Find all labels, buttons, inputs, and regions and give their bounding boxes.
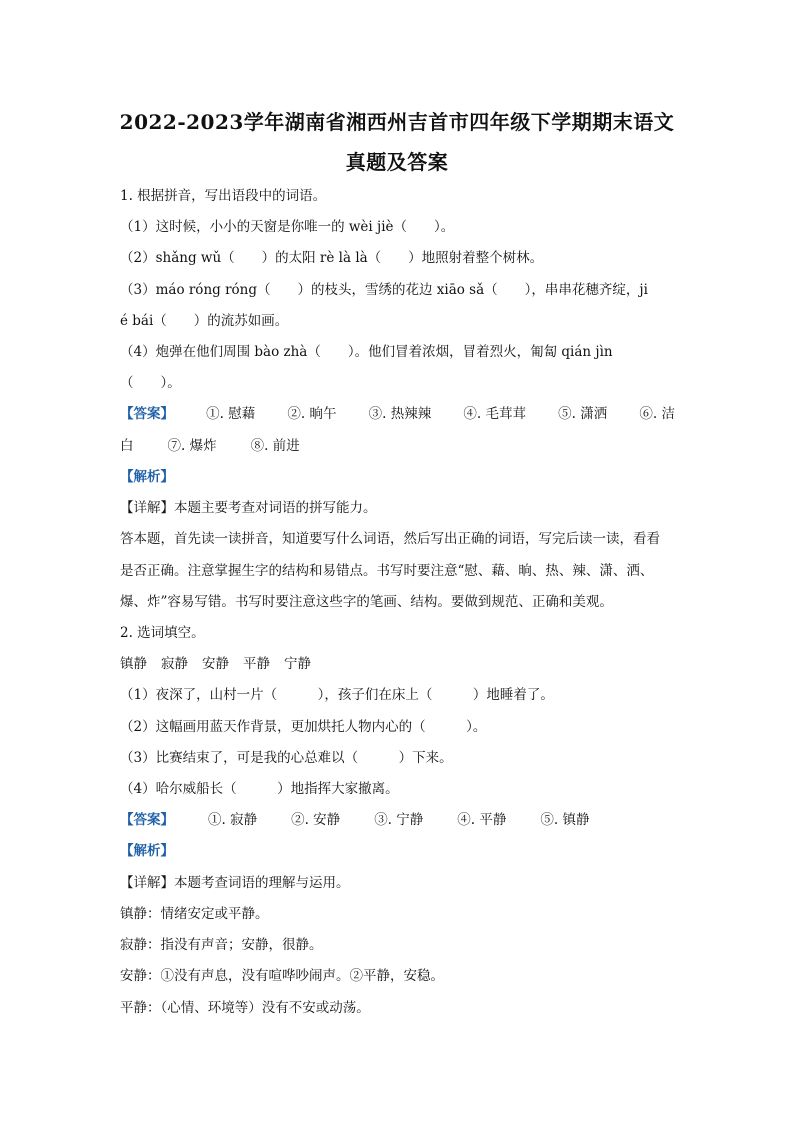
answer-item: ⑧. 前进 [250, 438, 300, 454]
q1-detail [120, 499, 377, 517]
q1-explain-line-3: 爆、炸”容易写错。书写时要注意这些字的笔画、结构。要做到规范、正确和美观。 [120, 594, 613, 610]
answer-item: ②. 晌午 [287, 406, 337, 422]
answer-item: 白 [120, 438, 134, 454]
q2-answer-row [120, 811, 589, 829]
q2-word-bank [120, 655, 311, 673]
answer-item: ⑦. 爆炸 [167, 438, 217, 454]
q1-stem: 1. 根据拼音，写出语段中的词语。 [120, 188, 327, 204]
q2-line-1: （1）夜深了，山村一片（ ），孩子们在床上（ ）地睡着了。 [120, 687, 554, 703]
q1-line-6: （ ）。 [120, 375, 181, 391]
q1-line-2: （2）shǎng wǔ（ ）的太阳 rè là là（ ）地照射着整个树林。 [120, 250, 544, 266]
detail-label: 【详解】 [120, 500, 174, 516]
q2-definition-2: 寂静：指没有声音；安静，很静。 [120, 937, 323, 953]
answer-item: ⑤. 潇洒 [558, 406, 608, 422]
word-option: 安静 [202, 656, 229, 672]
q2-definition-3: 安静：①没有声息，没有喧哗吵闹声。②平静，安稳。 [120, 968, 444, 984]
q2-definition-4: 平静：（心情、环境等）没有不安或动荡。 [120, 1000, 370, 1016]
q1-explain-line-2: 是否正确。注意掌握生字的结构和易错点。书写时要注意“慰、藉、晌、热、辣、潇、洒、 [120, 563, 654, 579]
q1-answer-row-2 [120, 437, 300, 455]
detail-label: 【详解】 [120, 875, 174, 891]
word-option: 镇静 [120, 656, 147, 672]
document-title-line2: 真题及答案 [345, 150, 449, 174]
q2-detail [120, 874, 350, 892]
answer-item: ④. 平静 [457, 812, 507, 828]
answer-item: ①. 寂静 [208, 812, 258, 828]
q2-line-3: （3）比赛结束了，可是我的心总难以（ ）下来。 [120, 750, 453, 766]
detail-text: 本题主要考查对词语的拼写能力。 [174, 500, 377, 516]
q1-analysis-label: 【解析】 [120, 469, 174, 485]
answer-item: ④. 毛茸茸 [463, 406, 526, 422]
q2-analysis-label: 【解析】 [120, 843, 174, 859]
q1-explain-line-1: 答本题，首先读一读拼音，知道要写什么词语，然后写出正确的词语，写完后读一读，看看 [120, 531, 660, 547]
q2-line-4: （4）哈尔威船长（ ）地指挥大家撤离。 [120, 781, 399, 797]
answer-label: 【答案】 [120, 812, 174, 828]
document-title-line1: 2022-2023学年湖南省湘西州吉首市四年级下学期期末语文 [119, 110, 675, 134]
q1-answer-row-1 [120, 405, 675, 423]
q1-line-1: （1）这时候，小小的天窗是你唯一的 wèi jiè（ ）。 [120, 219, 455, 235]
q1-line-3: （3）máo róng róng（ ）的枝头，雪绣的花边 xiāo sǎ（ ），串串花穗齐绽，ji [120, 282, 648, 298]
q1-line-4: é bái（ ）的流苏如画。 [120, 313, 289, 329]
q2-definition-1: 镇静：情绪安定或平静。 [120, 906, 269, 922]
answer-item: ③. 热辣辣 [368, 406, 432, 422]
answer-label: 【答案】 [120, 406, 174, 422]
detail-text: 本题考查词语的理解与运用。 [174, 875, 350, 891]
q2-line-2: （2）这幅画用蓝天作背景，更加烘托人物内心的（ ）。 [120, 719, 487, 735]
word-option: 平静 [243, 656, 270, 672]
q1-line-5: （4）炮弹在他们周围 bào zhà（ ）。他们冒着浓烟，冒着烈火，匍匐 qián jìn [120, 344, 613, 360]
answer-item: ⑤. 镇静 [540, 812, 590, 828]
q2-stem: 2. 选词填空。 [120, 625, 205, 641]
answer-item: ③. 宁静 [374, 812, 424, 828]
answer-item: ⑥. 洁 [639, 406, 675, 422]
word-option: 寂静 [161, 656, 188, 672]
word-option: 宁静 [284, 656, 311, 672]
answer-item: ②. 安静 [291, 812, 341, 828]
answer-item: ①. 慰藉 [206, 406, 256, 422]
